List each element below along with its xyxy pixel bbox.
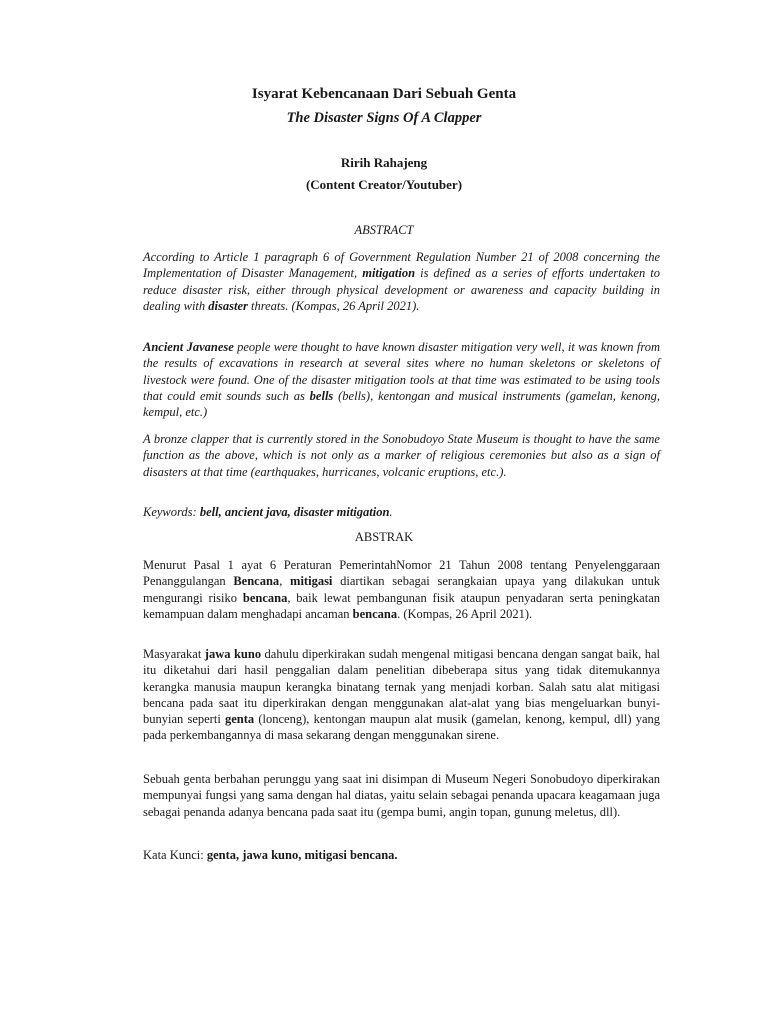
bold-term: bencana	[242, 590, 288, 605]
abstract-en-keywords	[143, 504, 660, 520]
text: ,	[279, 574, 291, 589]
abstract-heading: ABSTRACT	[354, 223, 414, 237]
text: Sebuah genta berbahan perunggu yang saat ini disimpan di Museum Negeri Sonobudoyo diperkirakan mempunyai fungsi yang sama dengan hal diatas, yaitu selain sebagai penanda upacara keagamaan juga sebagai penanda adanya bencana pada saat itu (gempa bumi, angin topan, gunung meletus, dll).	[143, 772, 660, 819]
text: people were thought to have known disaster mitigation very well, it was known from the results of excavations in research at several sites where no human skeletons or skeletons of livestock were found. One of the disaster mitigation tools at that time was estimated to be using tools that could emit sounds such as	[143, 340, 661, 403]
bold-term: disaster	[208, 298, 248, 313]
bold-term: genta	[225, 712, 255, 727]
abstract-id-paragraph-1	[143, 557, 660, 622]
bold-term: mitigation	[362, 266, 416, 281]
text: .	[389, 505, 393, 519]
text: According to Article 1 paragraph 6 of Government Regulation Number 21 of 2008 concerning the Implementation of Disaster Management,	[143, 250, 660, 281]
bold-term: bencana	[352, 606, 398, 621]
bold-term: Ancient Javanese	[143, 340, 234, 354]
text: is defined as a series of efforts undertaken to reduce disaster risk, either through physical development or awareness and capacity building in dealing with	[143, 266, 660, 313]
text: , baik lewat pembangunan fisik ataupun penyadaran serta peningkatan kemampuan dalam menghadapi ancaman	[143, 590, 660, 621]
bold-term: mitigasi	[290, 574, 333, 589]
bold-term: Bencana	[233, 574, 280, 589]
keywords-list: bell, ancient java, disaster mitigation	[199, 505, 390, 519]
abstract-en-paragraph-2	[143, 339, 660, 420]
keywords-label: Keywords:	[143, 505, 200, 519]
abstract-id-keywords	[143, 847, 660, 863]
text: dahulu diperkirakan sudah mengenal mitigasi bencana dengan sangat baik, hal itu diketahui dari hasil penggalian dalam penelitian dibeberapa situs yang tidak ditemukannya kerangka manusia maupun kerangka binatang ternak yang menjadi korban. Salah satu alat mitigasi bencana pada saat itu diperkirakan dengan menggunakan alat-alat yang bias mengeluarkan bunyi-bunyian seperti	[143, 647, 661, 727]
paper-subtitle: The Disaster Signs Of A Clapper	[286, 110, 482, 126]
text: Menurut Pasal 1 ayat 6 Peraturan PemerintahNomor 21 Tahun 2008 tentang Penyelenggaraan Penanggulangan	[143, 558, 660, 589]
abstract-id-paragraph-2	[143, 646, 660, 744]
keywords-list: genta, jawa kuno, mitigasi bencana.	[206, 848, 398, 862]
author-affiliation: (Content Creator/Youtuber)	[305, 177, 463, 192]
text: (lonceng), kentongan maupun alat musik (gamelan, kenong, kempul, dll) yang pada perkembangannya di masa sekarang dengan menggunakan sirene.	[143, 712, 660, 743]
abstract-id-paragraph-3	[143, 771, 660, 820]
paper-title: Isyarat Kebencanaan Dari Sebuah Genta	[251, 86, 517, 102]
text: threats. (Kompas, 26 April 2021).	[247, 298, 420, 313]
abstrak-heading: ABSTRAK	[354, 530, 414, 544]
text: A bronze clapper that is currently stored in the Sonobudoyo State Museum is thought to have the same function as the above, which is not only as a marker of religious ceremonies but also as a sign of disasters at that time (earthquakes, hurricanes, volcanic eruptions, etc.).	[143, 432, 660, 479]
author-name: Ririh Rahajeng	[340, 155, 428, 170]
text: (bells), kentongan and musical instruments (gamelan, kenong, kempul, etc.)	[143, 388, 660, 420]
abstract-en-paragraph-3	[143, 431, 660, 480]
abstract-en-paragraph-1	[143, 249, 660, 314]
text: Masyarakat	[143, 647, 205, 661]
text: diartikan sebagai serangkaian upaya yang dilakukan untuk mengurangi risiko	[143, 574, 660, 605]
text: . (Kompas, 26 April 2021).	[397, 606, 533, 621]
bold-term: bells	[309, 388, 334, 403]
bold-term: jawa kuno	[204, 647, 262, 661]
keywords-label: Kata Kunci:	[143, 848, 207, 862]
